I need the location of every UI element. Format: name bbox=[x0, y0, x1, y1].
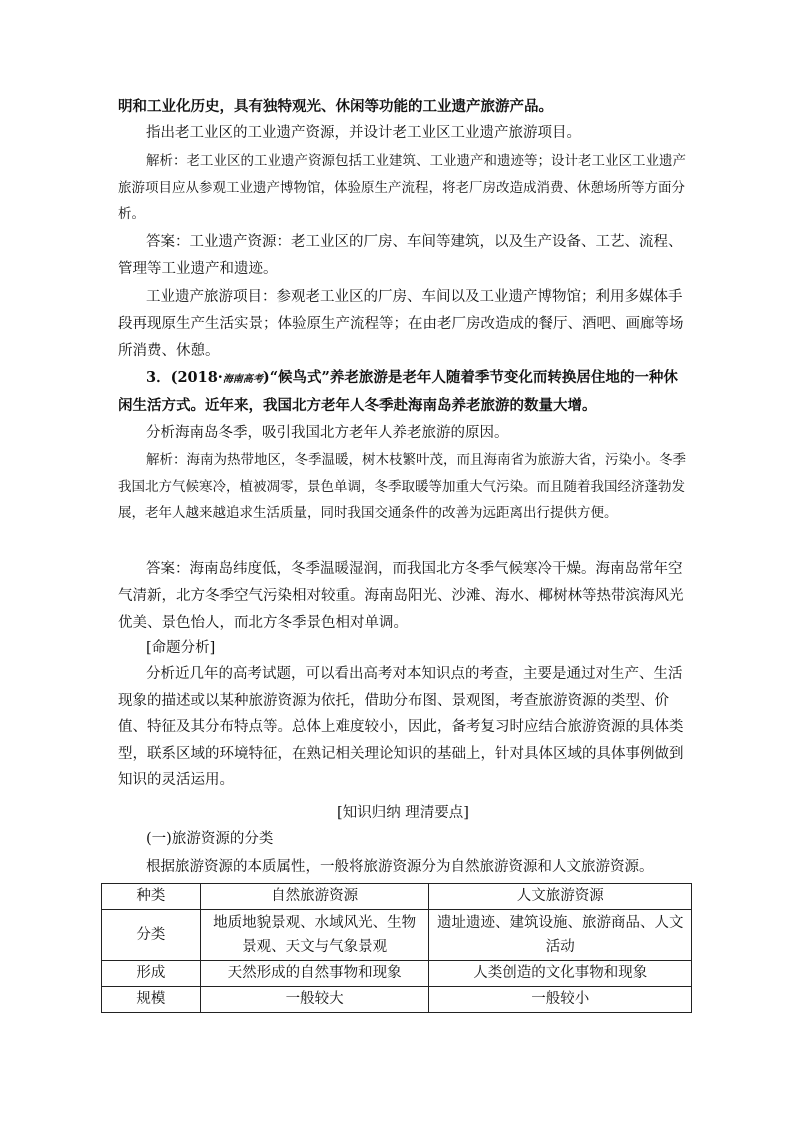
table-cell: 遗址遗迹、建筑设施、旅游商品、人文活动 bbox=[429, 910, 692, 961]
table-cell: 一般较大 bbox=[200, 987, 429, 1013]
table-cell: 分类 bbox=[102, 910, 201, 961]
question-3-stem bbox=[118, 365, 688, 419]
table-cell: 规模 bbox=[102, 987, 201, 1013]
table-cell: 人类创造的文化事物和现象 bbox=[429, 961, 692, 987]
resource-classification-table bbox=[101, 883, 692, 1013]
table-cell: 一般较小 bbox=[429, 987, 692, 1013]
knowledge-heading: [知识归纳 理清要点] bbox=[337, 805, 469, 821]
analysis-body: 分析近几年的高考试题，可以看出高考对本知识点的考查，主要是通过对生产、生活现象的描述或以某种旅游资源为依托，借助分布图、景观图，考查旅游资源的类型、价值、特征及其分布特点等。总体上难度较小，因此，备考复习时应结合旅游资源的具体类型，联系区域的环境特征，在熟记相关理论知识的基础上，针对具体区域的具体事例做到知识的灵活运用。 bbox=[118, 666, 684, 788]
intro-line: 明和工业化历史，具有独特观光、休闲等功能的工业遗产旅游产品。 bbox=[118, 98, 553, 115]
table-header-row bbox=[102, 884, 692, 910]
header-cell: 自然旅游资源 bbox=[200, 884, 429, 910]
question-source: 海南高考 bbox=[222, 374, 263, 385]
table-cell: 天然形成的自然事物和现象 bbox=[200, 961, 429, 987]
analysis-heading: [命题分析] bbox=[146, 640, 216, 656]
analysis-paragraph: 解析：老工业区的工业遗产资源包括工业建筑、工业遗产和遗迹等；设计老工业区工业遗产旅游项目应从参观工业遗产博物馆，体验原生产流程，将老厂房改造成消费、休憩场所等方面分析。 bbox=[118, 153, 686, 222]
header-cell: 种类 bbox=[102, 884, 201, 910]
header-cell: 人文旅游资源 bbox=[429, 884, 692, 910]
question-text: 指出老工业区的工业遗产资源，并设计老工业区工业遗产旅游项目。 bbox=[146, 125, 581, 141]
knowledge-subheading: (一)旅游资源的分类 bbox=[146, 831, 274, 847]
question-3-analysis: 解析：海南为热带地区，冬季温暖，树木枝繁叶茂，而且海南省为旅游大省，污染小。冬季我国北方气候寒冷，植被凋零，景色单调，冬季取暖等加重大气污染。而且随着我国经济蓬勃发展，老年人越来越追求生活质量，同时我国交通条件的改善为远距离出行提供方便。 bbox=[118, 452, 686, 521]
table-cell: 形成 bbox=[102, 961, 201, 987]
question-3-task: 分析海南岛冬季，吸引我国北方老年人养老旅游的原因。 bbox=[146, 425, 509, 441]
question-number: 3．(2018· bbox=[146, 369, 223, 386]
question-3-answer: 答案：海南岛纬度低，冬季温暖湿润，而我国北方冬季气候寒冷干燥。海南岛常年空气清新，北方冬季空气污染相对较重。海南岛阳光、沙滩、海水、椰树林等热带滨海风光优美、景色怡人，而北方冬季景色相对单调。 bbox=[118, 561, 684, 631]
question-stem-text: )“候鸟式”养老旅游是老年人随着季节变化而转换居住地的一种休闲生活方式。近年来，我国北方老年人冬季赴海南岛养老旅游的数量大增。 bbox=[118, 369, 678, 414]
table-row bbox=[102, 910, 692, 961]
answer-paragraph-2: 工业遗产旅游项目：参观老工业区的厂房、车间以及工业遗产博物馆；利用多媒体手段再现原生产生活实景；体验原生产流程等；在由老厂房改造成的餐厅、酒吧、画廊等场所消费、休憩。 bbox=[118, 289, 684, 359]
table-row bbox=[102, 961, 692, 987]
table-cell: 地质地貌景观、水域风光、生物景观、天文与气象景观 bbox=[200, 910, 429, 961]
table-row bbox=[102, 987, 692, 1013]
knowledge-intro: 根据旅游资源的本质属性，一般将旅游资源分为自然旅游资源和人文旅游资源。 bbox=[146, 859, 654, 875]
answer-paragraph-1: 答案：工业遗产资源：老工业区的厂房、车间等建筑，以及生产设备、工艺、流程、管理等工业遗产和遗迹。 bbox=[118, 234, 683, 277]
